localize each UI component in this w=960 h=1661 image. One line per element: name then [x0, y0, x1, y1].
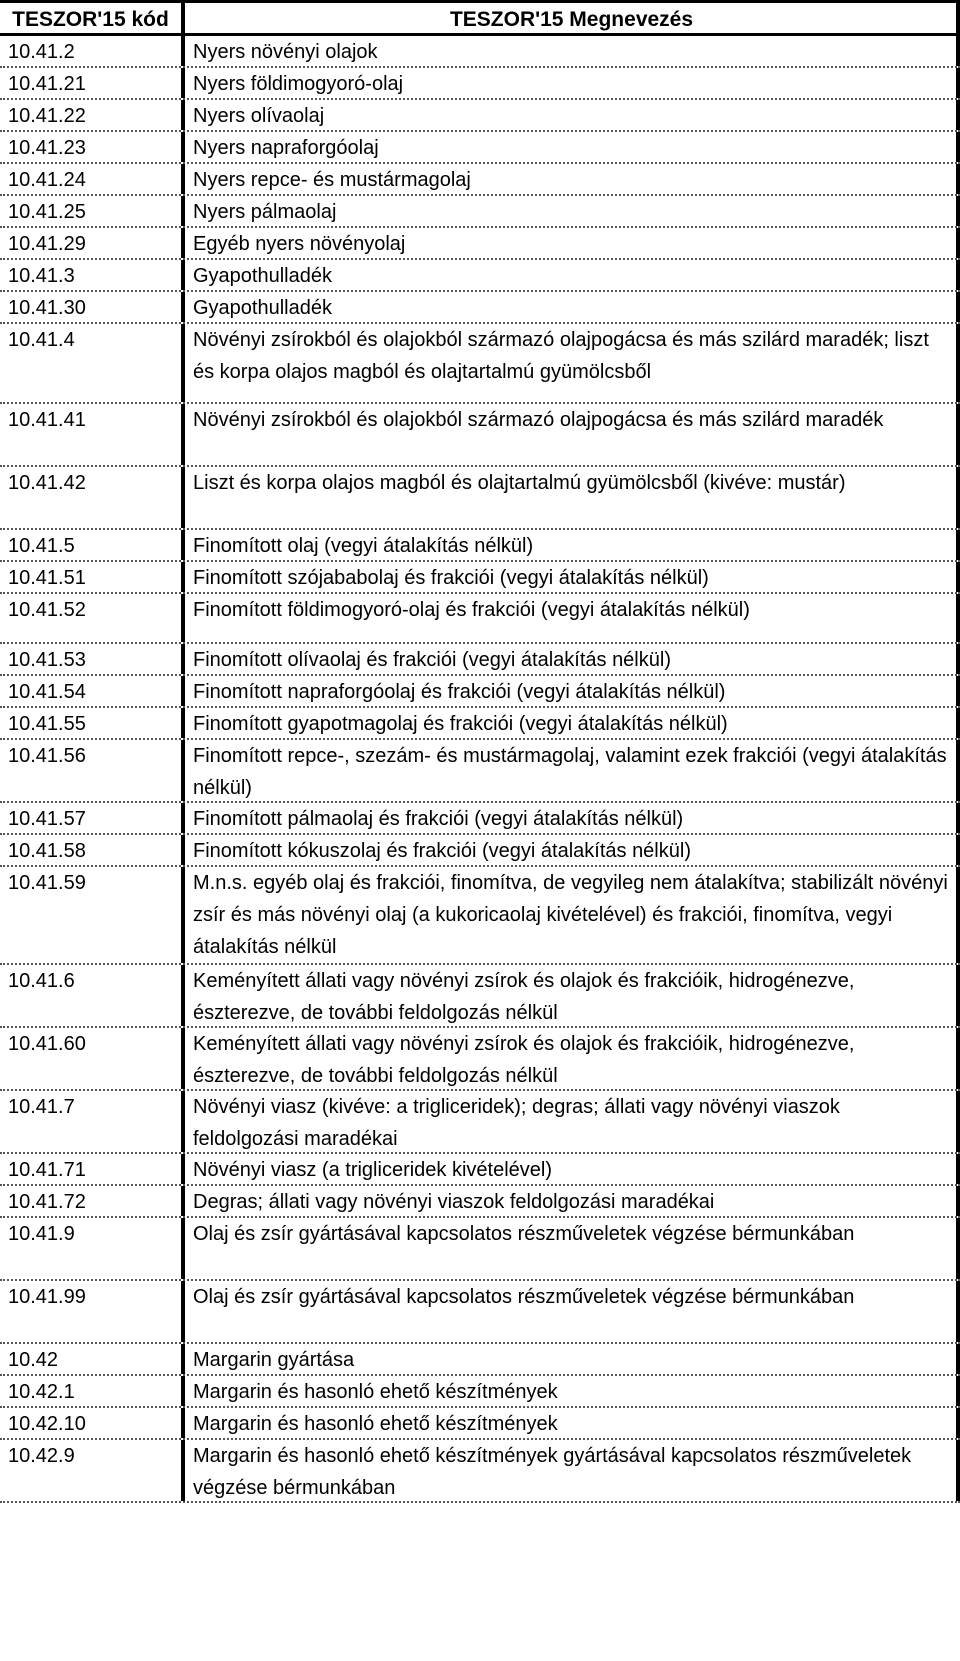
row-code: 10.41.72 — [0, 1186, 185, 1216]
row-code: 10.41.55 — [0, 708, 185, 738]
table-row — [0, 1376, 960, 1408]
row-code: 10.41.52 — [0, 594, 185, 642]
table-row — [0, 803, 960, 835]
row-code: 10.41.3 — [0, 260, 185, 290]
row-name: Degras; állati vagy növényi viaszok feldolgozási maradékai — [185, 1186, 960, 1216]
row-code: 10.41.54 — [0, 676, 185, 706]
row-code: 10.41.41 — [0, 404, 185, 465]
row-name: Nyers növényi olajok — [185, 36, 960, 66]
table-row — [0, 1091, 960, 1154]
row-name: Finomított repce-, szezám- és mustármagolaj, valamint ezek frakciói (vegyi átalakítás nélkül) — [185, 740, 960, 801]
row-code: 10.42.1 — [0, 1376, 185, 1406]
table-header-row — [0, 0, 960, 36]
table-row — [0, 1440, 960, 1503]
row-code: 10.41.25 — [0, 196, 185, 226]
row-code: 10.41.6 — [0, 965, 185, 1026]
row-name: Finomított kókuszolaj és frakciói (vegyi átalakítás nélkül) — [185, 835, 960, 865]
table-row — [0, 467, 960, 530]
table-row — [0, 867, 960, 965]
row-code: 10.41.60 — [0, 1028, 185, 1089]
row-name: Nyers földimogyoró-olaj — [185, 68, 960, 98]
table-row — [0, 1218, 960, 1281]
row-code: 10.41.71 — [0, 1154, 185, 1184]
row-code: 10.41.58 — [0, 835, 185, 865]
table-row — [0, 965, 960, 1028]
row-code: 10.41.51 — [0, 562, 185, 592]
row-code: 10.41.53 — [0, 644, 185, 674]
row-name: Növényi zsírokból és olajokból származó olajpogácsa és más szilárd maradék; liszt és korpa olajos magból és olajtartalmú gyümölcsből — [185, 324, 960, 402]
row-name: Finomított földimogyoró-olaj és frakciói (vegyi átalakítás nélkül) — [185, 594, 960, 642]
row-code: 10.41.21 — [0, 68, 185, 98]
table-row — [0, 1408, 960, 1440]
row-name: Finomított olaj (vegyi átalakítás nélkül) — [185, 530, 960, 560]
row-code: 10.41.56 — [0, 740, 185, 801]
row-code: 10.41.4 — [0, 324, 185, 402]
row-code: 10.42.10 — [0, 1408, 185, 1438]
row-code: 10.41.59 — [0, 867, 185, 963]
row-name: M.n.s. egyéb olaj és frakciói, finomítva, de vegyileg nem átalakítva; stabilizált növényi zsír és más növényi olaj (a kukoricaolaj kivételével) és frakciói, finomítva, vegyi átalakítás nélkül — [185, 867, 960, 963]
row-name: Finomított szójababolaj és frakciói (vegyi átalakítás nélkül) — [185, 562, 960, 592]
row-name: Olaj és zsír gyártásával kapcsolatos részműveletek végzése bérmunkában — [185, 1218, 960, 1279]
table-row — [0, 36, 960, 68]
row-code: 10.41.30 — [0, 292, 185, 322]
table-row — [0, 1186, 960, 1218]
header-code: TESZOR'15 kód — [0, 3, 185, 33]
row-code: 10.41.42 — [0, 467, 185, 528]
table-row — [0, 228, 960, 260]
table-row — [0, 740, 960, 803]
table-row — [0, 404, 960, 467]
table-row — [0, 196, 960, 228]
row-name: Finomított olívaolaj és frakciói (vegyi átalakítás nélkül) — [185, 644, 960, 674]
table-row — [0, 1028, 960, 1091]
row-name: Keményített állati vagy növényi zsírok és olajok és frakcióik, hidrogénezve, észterezve, de további feldolgozás nélkül — [185, 965, 960, 1026]
row-name: Gyapothulladék — [185, 292, 960, 322]
row-code: 10.41.22 — [0, 100, 185, 130]
row-code: 10.42.9 — [0, 1440, 185, 1501]
row-name: Nyers repce- és mustármagolaj — [185, 164, 960, 194]
row-code: 10.41.9 — [0, 1218, 185, 1279]
row-name: Finomított napraforgóolaj és frakciói (vegyi átalakítás nélkül) — [185, 676, 960, 706]
row-name: Növényi zsírokból és olajokból származó olajpogácsa és más szilárd maradék — [185, 404, 960, 465]
row-name: Nyers olívaolaj — [185, 100, 960, 130]
table-row — [0, 644, 960, 676]
table-row — [0, 530, 960, 562]
row-code: 10.41.99 — [0, 1281, 185, 1342]
row-name: Olaj és zsír gyártásával kapcsolatos részműveletek végzése bérmunkában — [185, 1281, 960, 1342]
row-name: Margarin és hasonló ehető készítmények — [185, 1376, 960, 1406]
table-row — [0, 132, 960, 164]
row-code: 10.41.23 — [0, 132, 185, 162]
row-name: Növényi viasz (kivéve: a trigliceridek); degras; állati vagy növényi viaszok feldolgozási maradékai — [185, 1091, 960, 1152]
row-name: Margarin és hasonló ehető készítmények — [185, 1408, 960, 1438]
row-name: Nyers pálmaolaj — [185, 196, 960, 226]
row-name: Gyapothulladék — [185, 260, 960, 290]
table-row — [0, 324, 960, 404]
table-row — [0, 1154, 960, 1186]
table-row — [0, 708, 960, 740]
row-name: Margarin gyártása — [185, 1344, 960, 1374]
table-row — [0, 594, 960, 644]
table-row — [0, 676, 960, 708]
row-name: Egyéb nyers növényolaj — [185, 228, 960, 258]
row-name: Liszt és korpa olajos magból és olajtartalmú gyümölcsből (kivéve: mustár) — [185, 467, 960, 528]
row-name: Finomított gyapotmagolaj és frakciói (vegyi átalakítás nélkül) — [185, 708, 960, 738]
table-row — [0, 164, 960, 196]
table-body — [0, 36, 960, 1503]
table-row — [0, 835, 960, 867]
row-name: Margarin és hasonló ehető készítmények gyártásával kapcsolatos részműveletek végzése bérmunkában — [185, 1440, 960, 1501]
row-code: 10.41.57 — [0, 803, 185, 833]
row-code: 10.41.29 — [0, 228, 185, 258]
row-code: 10.41.24 — [0, 164, 185, 194]
table-row — [0, 292, 960, 324]
row-code: 10.41.7 — [0, 1091, 185, 1152]
row-name: Finomított pálmaolaj és frakciói (vegyi átalakítás nélkül) — [185, 803, 960, 833]
row-code: 10.41.5 — [0, 530, 185, 560]
row-name: Nyers napraforgóolaj — [185, 132, 960, 162]
row-name: Keményített állati vagy növényi zsírok és olajok és frakcióik, hidrogénezve, észterezve, de további feldolgozás nélkül — [185, 1028, 960, 1089]
table-row — [0, 68, 960, 100]
table-row — [0, 1281, 960, 1344]
row-code: 10.42 — [0, 1344, 185, 1374]
row-code: 10.41.2 — [0, 36, 185, 66]
header-name: TESZOR'15 Megnevezés — [185, 3, 960, 33]
row-name: Növényi viasz (a trigliceridek kivételével) — [185, 1154, 960, 1184]
table-row — [0, 1344, 960, 1376]
table-row — [0, 260, 960, 292]
table-row — [0, 562, 960, 594]
table-row — [0, 100, 960, 132]
